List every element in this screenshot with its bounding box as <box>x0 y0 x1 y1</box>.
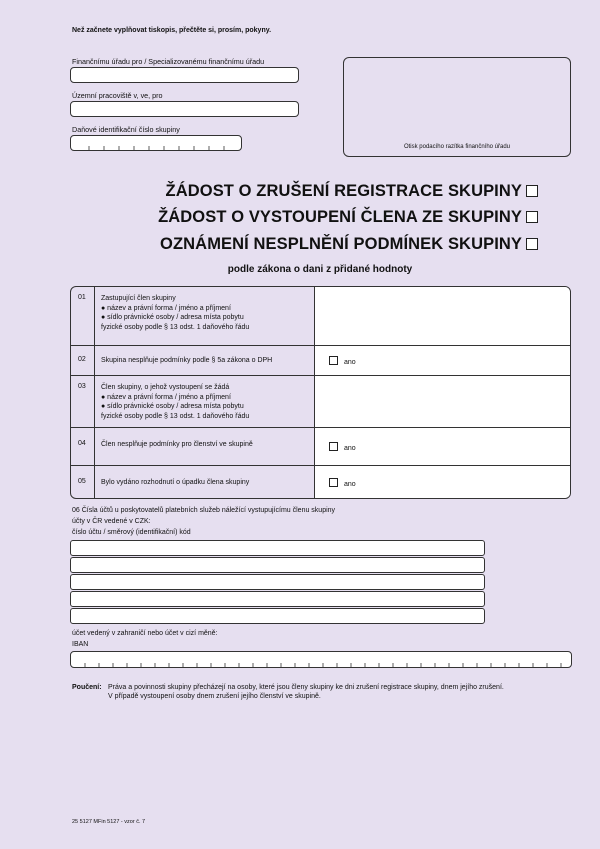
row-number: 01 <box>71 287 95 345</box>
row-description <box>95 287 315 345</box>
ano-checkbox[interactable] <box>329 356 338 365</box>
row-number: 05 <box>71 466 95 499</box>
row-01-value[interactable] <box>315 287 570 345</box>
title-2-checkbox[interactable] <box>526 211 538 223</box>
table-row-02 <box>71 345 570 375</box>
account-input-2[interactable] <box>70 557 485 573</box>
office-input[interactable] <box>70 67 299 83</box>
form-table <box>70 286 571 499</box>
row-heading: Bylo vydáno rozhodnutí o úpadku člena skupiny <box>95 466 315 499</box>
account-input-1[interactable] <box>70 540 485 556</box>
iban-label: IBAN <box>72 641 89 648</box>
office-label: Finančnímu úřadu pro / Specializovanému finančnímu úřadu <box>72 57 265 66</box>
dic-ticks <box>71 136 242 151</box>
row-heading: Člen skupiny, o jehož vystoupení se žádá <box>101 384 230 391</box>
row-bullet: ● název a právní forma / jméno a příjmení <box>101 304 231 312</box>
dic-input[interactable] <box>70 135 242 151</box>
dic-label: Daňové identifikační číslo skupiny <box>72 125 180 134</box>
row-bullet: fyzické osoby podle § 13 odst. 1 daňového řádu <box>101 412 250 420</box>
row-bullet: ● sídlo právnické osoby / adresa místa pobytu <box>101 314 244 321</box>
row-number: 04 <box>71 428 95 465</box>
accounts-code-label: číslo účtu / směrový (identifikační) kód <box>72 529 191 536</box>
note-line-1: Práva a povinnosti skupiny přecházejí na osoby, které jsou členy skupiny ke dni zrušení registrace skupiny, dnem jejího zrušení. <box>108 684 504 691</box>
table-row-05 <box>71 465 570 499</box>
accounts-czk-label: účty v ČR vedené v CZK: <box>72 518 151 525</box>
stamp-label: Otisk podacího razítka finančního úřadu <box>403 144 511 150</box>
row-02-value <box>315 346 570 375</box>
iban-ticks <box>71 652 572 668</box>
table-row-04 <box>71 427 570 465</box>
ano-checkbox[interactable] <box>329 478 338 487</box>
ano-label: ano <box>344 358 356 366</box>
ano-checkbox[interactable] <box>329 442 338 451</box>
account-input-3[interactable] <box>70 574 485 590</box>
row-number: 02 <box>71 346 95 375</box>
ano-label: ano <box>344 481 356 488</box>
stamp-area <box>343 57 571 157</box>
row-heading: Člen nesplňuje podmínky pro členství ve skupině <box>95 428 315 465</box>
territory-input[interactable] <box>70 101 299 117</box>
accounts-heading: 06 Čísla účtů u poskytovatelů platebních služeb náležící vystupujícímu členu skupiny <box>72 507 336 514</box>
row-bullet: ● sídlo právnické osoby / adresa místa pobytu <box>101 403 244 410</box>
form-subtitle: podle zákona o dani z přidané hodnoty <box>227 264 413 275</box>
instruction-text: Než začnete vyplňovat tiskopis, přečtěte si, prosím, pokyny. <box>72 27 272 34</box>
iban-input[interactable] <box>70 651 572 668</box>
title-line-2: ŽÁDOST O VYSTOUPENÍ ČLENA ZE SKUPINY <box>158 208 538 227</box>
foreign-account-label: účet vedený v zahraničí nebo účet v cizí měně: <box>72 630 218 637</box>
title-3-checkbox[interactable] <box>526 238 538 250</box>
row-bullet: ● název a právní forma / jméno a příjmení <box>101 393 231 401</box>
row-number: 03 <box>71 376 95 427</box>
table-row-03 <box>71 375 570 427</box>
row-05-value <box>315 466 570 499</box>
ano-label: ano <box>344 444 356 452</box>
ano-option[interactable] <box>329 442 356 452</box>
note-line-2: V případě vystoupení osoby dnem zrušení jejího členství ve skupině. <box>108 693 321 700</box>
row-heading: Skupina nesplňuje podmínky podle § 5a zákona o DPH <box>95 346 315 375</box>
row-03-value[interactable] <box>315 376 570 427</box>
row-heading: Zastupující člen skupiny <box>101 295 176 302</box>
account-input-4[interactable] <box>70 591 485 607</box>
title-line-3: OZNÁMENÍ NESPLNĚNÍ PODMÍNEK SKUPINY <box>160 235 538 254</box>
territory-label: Územní pracoviště v, ve, pro <box>72 91 163 100</box>
row-04-value <box>315 428 570 465</box>
ano-option[interactable] <box>329 356 356 366</box>
account-input-5[interactable] <box>70 608 485 624</box>
row-description <box>95 376 315 427</box>
note-label: Poučení: <box>72 684 102 691</box>
table-row-01 <box>71 287 570 345</box>
row-bullet: fyzické osoby podle § 13 odst. 1 daňového řádu <box>101 323 250 331</box>
title-1-checkbox[interactable] <box>526 185 538 197</box>
title-line-1: ŽÁDOST O ZRUŠENÍ REGISTRACE SKUPINY <box>166 182 538 201</box>
ano-option[interactable] <box>329 478 356 488</box>
footer-code: 25 5127 MFin 5127 - vzor č. 7 <box>72 819 146 825</box>
